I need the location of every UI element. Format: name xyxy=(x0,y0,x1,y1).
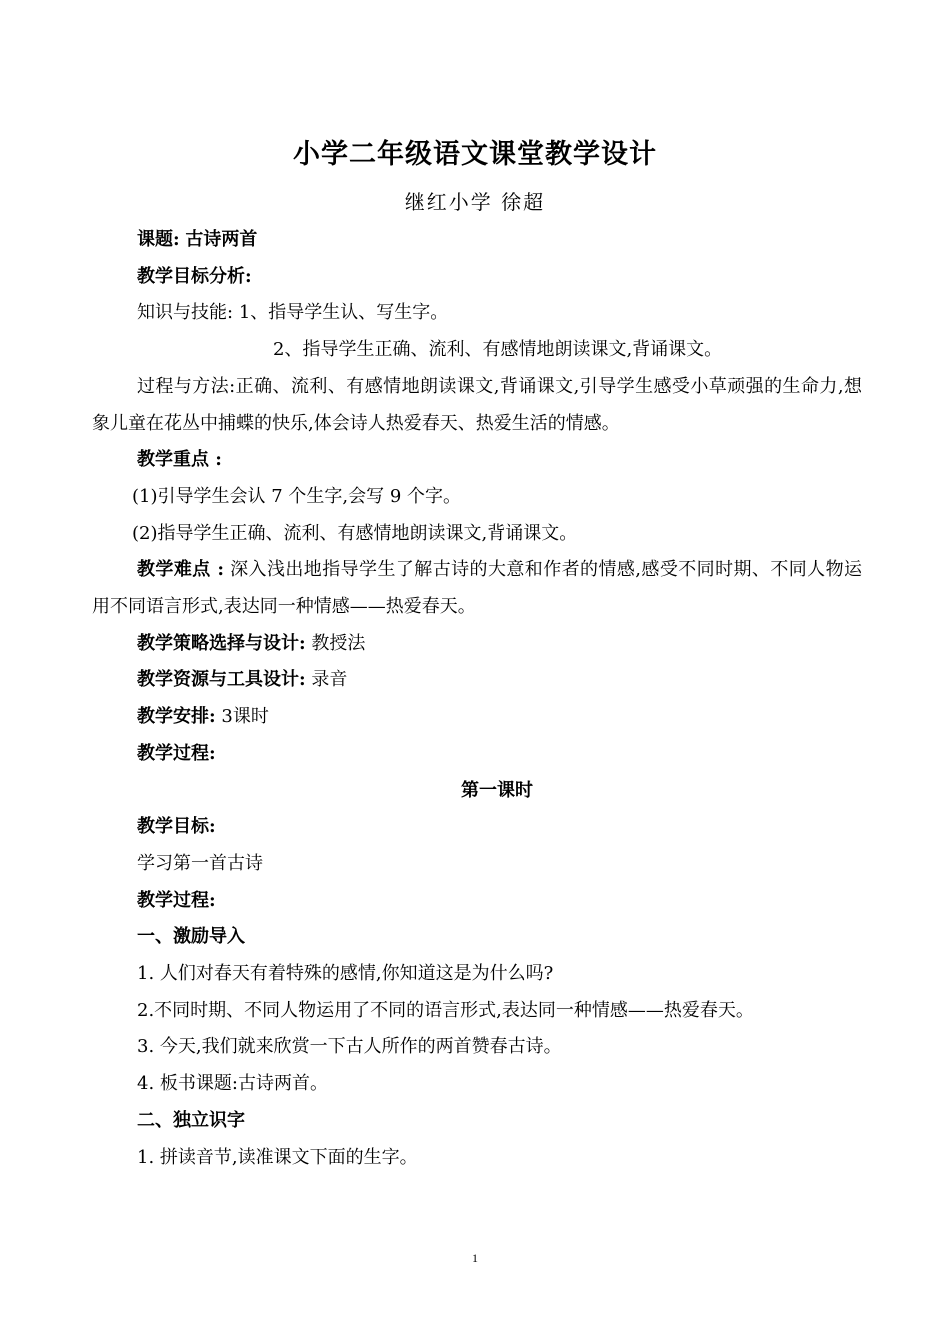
objectives-heading: 教学目标分析: xyxy=(137,265,252,287)
section-1-heading: 一、激励导入 xyxy=(137,926,245,948)
knowledge-item-2: 2、指导学生正确、流利、有感情地朗读课文,背诵课文。 xyxy=(273,339,723,361)
lesson-process-heading: 教学过程: xyxy=(137,889,216,911)
resources-label: 教学资源与工具设计: xyxy=(137,669,306,691)
process-method-paragraph: 过程与方法:正确、流利、有感情地朗读课文,背诵课文,引导学生感受小草顽强的生命力,想象儿童在花丛中捕蝶的快乐,体会诗人热爱春天、热爱生活的情感。 xyxy=(92,375,862,434)
key-point-2: (2)指导学生正确、流利、有感情地朗读课文,背诵课文。 xyxy=(132,522,578,544)
schedule-label: 教学安排: xyxy=(137,706,216,728)
difficulty-paragraph xyxy=(92,552,862,625)
lesson-objective: 学习第一首古诗 xyxy=(137,852,263,874)
key-points-heading: 教学重点 : xyxy=(137,449,222,471)
document-title: 小学二年级语文课堂教学设计 xyxy=(293,139,657,170)
lesson-objective-heading: 教学目标: xyxy=(137,816,216,838)
section-2-item-1: 1. 拼读音节,读准课文下面的生字。 xyxy=(137,1146,418,1168)
schedule-value: 3课时 xyxy=(221,706,269,728)
schedule-line xyxy=(92,699,862,736)
knowledge-line-1 xyxy=(92,295,862,332)
resources-value: 录音 xyxy=(311,669,348,691)
resources-line xyxy=(92,662,862,699)
topic-line xyxy=(92,222,862,259)
lesson-heading: 第一课时 xyxy=(461,779,533,801)
topic-value: 古诗两首 xyxy=(185,229,258,250)
section-1-item-3: 3. 今天,我们就来欣赏一下古人所作的两首赞春古诗。 xyxy=(137,1036,562,1058)
strategy-value: 教授法 xyxy=(311,632,366,654)
topic-label: 课题: xyxy=(137,229,180,250)
section-1-item-4: 4. 板书课题:古诗两首。 xyxy=(137,1073,328,1095)
strategy-label: 教学策略选择与设计: xyxy=(137,632,306,654)
difficulty-label: 教学难点 : xyxy=(137,559,224,581)
strategy-line xyxy=(92,626,862,663)
knowledge-label: 知识与技能: xyxy=(137,302,234,324)
difficulty-text: 深入浅出地指导学生了解古诗的大意和作者的情感,感受不同时期、不同人物运用不同语言形式,表达同一种情感——热爱春天。 xyxy=(92,559,862,618)
section-1-item-2: 2.不同时期、不同人物运用了不同的语言形式,表达同一种情感——热爱春天。 xyxy=(137,999,754,1021)
section-2-heading: 二、独立识字 xyxy=(137,1109,245,1131)
author-line: 继红小学 徐超 xyxy=(404,190,546,214)
knowledge-item-1: 1、指导学生认、写生字。 xyxy=(238,302,449,324)
section-1-item-1: 1. 人们对春天有着特殊的感情,你知道这是为什么吗? xyxy=(137,963,554,985)
process-heading: 教学过程: xyxy=(137,742,216,764)
page-number: 1 xyxy=(472,1251,478,1265)
key-point-1: (1)引导学生会认 7 个生字,会写 9 个字。 xyxy=(132,485,462,507)
document-body xyxy=(92,222,862,1176)
